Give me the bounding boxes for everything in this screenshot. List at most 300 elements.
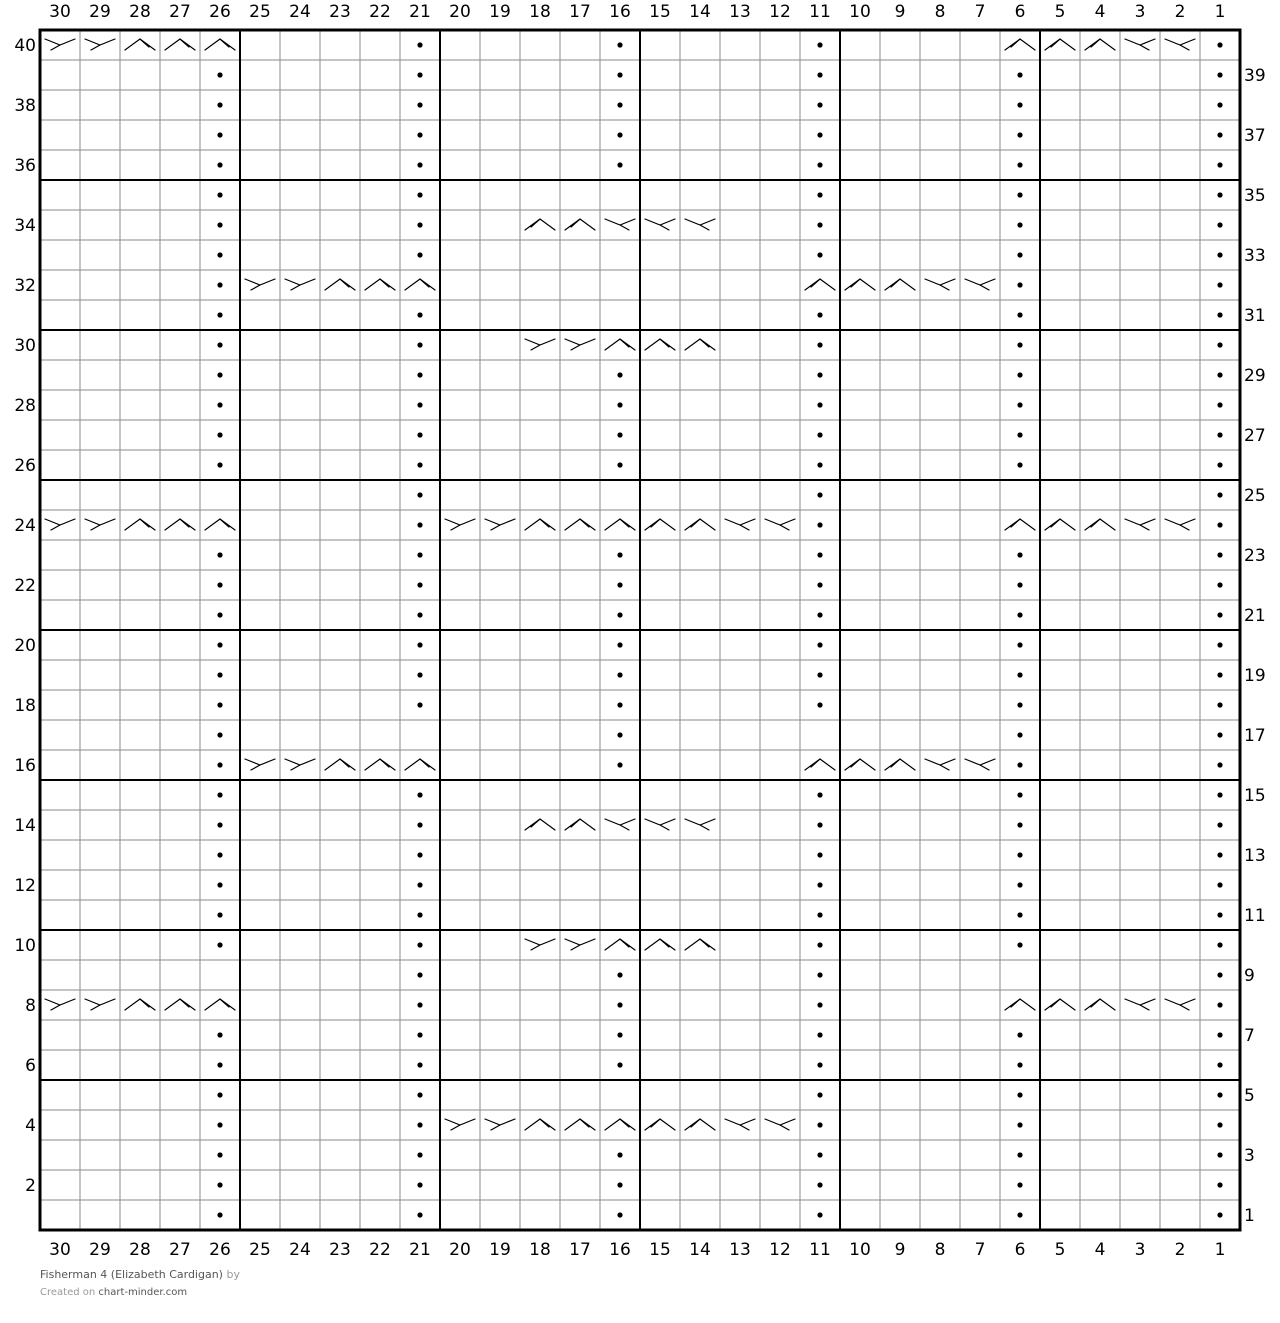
purl-dot-icon [217, 1062, 222, 1067]
column-number-top: 9 [894, 2, 906, 22]
cable-v-up-icon [845, 759, 875, 770]
purl-dot-icon [817, 222, 822, 227]
cable-left-icon [525, 339, 555, 350]
purl-dot-icon [1217, 192, 1222, 197]
purl-dot-icon [1017, 282, 1022, 287]
purl-dot-icon [217, 732, 222, 737]
cable-v-down-icon [765, 519, 795, 530]
purl-dot-icon [417, 912, 422, 917]
cable-v-down-icon [1165, 519, 1195, 530]
row-number-right: 5 [1244, 1086, 1255, 1106]
cable-left-icon [245, 759, 275, 770]
row-number-left: 40 [14, 36, 36, 56]
purl-dot-icon [417, 42, 422, 47]
purl-dot-icon [1017, 1032, 1022, 1037]
purl-dot-icon [617, 162, 622, 167]
purl-dot-icon [1017, 222, 1022, 227]
purl-dot-icon [617, 552, 622, 557]
purl-dot-icon [617, 132, 622, 137]
credit-prefix: Created on [40, 1287, 96, 1298]
purl-dot-icon [417, 852, 422, 857]
cable-v-down-icon [1125, 999, 1155, 1010]
column-number-bottom: 29 [89, 1240, 111, 1260]
cable-v-up-icon [525, 819, 555, 830]
purl-dot-icon [217, 252, 222, 257]
purl-dot-icon [217, 372, 222, 377]
purl-dot-icon [817, 1002, 822, 1007]
cable-right-icon [405, 759, 435, 770]
purl-dot-icon [217, 462, 222, 467]
purl-dot-icon [817, 1122, 822, 1127]
purl-dot-icon [217, 1092, 222, 1097]
purl-dot-icon [1017, 1182, 1022, 1187]
purl-dot-icon [617, 1032, 622, 1037]
purl-dot-icon [417, 162, 422, 167]
cable-v-down-icon [965, 279, 995, 290]
row-number-right: 39 [1244, 66, 1266, 86]
purl-dot-icon [217, 1122, 222, 1127]
purl-dot-icon [1017, 132, 1022, 137]
row-number-right: 15 [1244, 786, 1266, 806]
purl-dot-icon [817, 882, 822, 887]
column-number-bottom: 9 [894, 1240, 906, 1260]
purl-dot-icon [417, 1122, 422, 1127]
purl-dot-icon [417, 642, 422, 647]
purl-dot-icon [1017, 852, 1022, 857]
purl-dot-icon [817, 1092, 822, 1097]
purl-dot-icon [1217, 312, 1222, 317]
purl-dot-icon [417, 672, 422, 677]
purl-dot-icon [217, 312, 222, 317]
column-number-bottom: 2 [1174, 1240, 1186, 1260]
cable-left-icon [285, 759, 315, 770]
cable-right-icon [645, 939, 675, 950]
cable-left-icon [565, 339, 595, 350]
credit-site-link[interactable]: chart-minder.com [98, 1287, 188, 1298]
purl-dot-icon [1017, 342, 1022, 347]
purl-dot-icon [617, 762, 622, 767]
column-number-bottom: 13 [729, 1240, 751, 1260]
row-number-left: 16 [14, 756, 36, 776]
purl-dot-icon [1217, 222, 1222, 227]
cable-left-icon [45, 999, 75, 1010]
purl-dot-icon [817, 1062, 822, 1067]
cable-right-icon [165, 999, 195, 1010]
row-number-left: 34 [14, 216, 36, 236]
purl-dot-icon [417, 462, 422, 467]
column-number-bottom: 22 [369, 1240, 391, 1260]
purl-dot-icon [817, 1152, 822, 1157]
row-number-right: 23 [1244, 546, 1266, 566]
purl-dot-icon [817, 702, 822, 707]
purl-dot-icon [817, 492, 822, 497]
purl-dot-icon [617, 642, 622, 647]
purl-dot-icon [217, 432, 222, 437]
purl-dot-icon [217, 942, 222, 947]
purl-dot-icon [1217, 672, 1222, 677]
purl-dot-icon [1017, 72, 1022, 77]
cable-left-icon [565, 939, 595, 950]
purl-dot-icon [417, 972, 422, 977]
purl-dot-icon [817, 552, 822, 557]
column-number-bottom: 18 [529, 1240, 551, 1260]
cable-v-down-icon [685, 819, 715, 830]
purl-dot-icon [1017, 882, 1022, 887]
cable-right-icon [405, 279, 435, 290]
purl-dot-icon [417, 312, 422, 317]
purl-dot-icon [217, 132, 222, 137]
cable-v-up-icon [1085, 519, 1115, 530]
column-number-top: 24 [289, 2, 311, 22]
column-number-bottom: 23 [329, 1240, 351, 1260]
column-number-bottom: 10 [849, 1240, 871, 1260]
chart-title: Fisherman 4 (Elizabeth Cardigan) [40, 1268, 223, 1281]
purl-dot-icon [617, 402, 622, 407]
purl-dot-icon [1217, 132, 1222, 137]
purl-dot-icon [417, 612, 422, 617]
purl-dot-icon [1217, 612, 1222, 617]
cable-right-icon [605, 1119, 635, 1130]
row-number-left: 30 [14, 336, 36, 356]
cable-right-icon [365, 279, 395, 290]
row-number-right: 13 [1244, 846, 1266, 866]
purl-dot-icon [217, 342, 222, 347]
column-number-bottom: 11 [809, 1240, 831, 1260]
row-number-right: 3 [1244, 1146, 1255, 1166]
purl-dot-icon [817, 162, 822, 167]
purl-dot-icon [617, 702, 622, 707]
purl-dot-icon [1217, 1062, 1222, 1067]
purl-dot-icon [1217, 492, 1222, 497]
purl-dot-icon [217, 762, 222, 767]
purl-dot-icon [417, 582, 422, 587]
column-number-top: 2 [1174, 2, 1186, 22]
cable-v-down-icon [765, 1119, 795, 1130]
purl-dot-icon [817, 942, 822, 947]
cable-right-icon [165, 519, 195, 530]
purl-dot-icon [817, 1032, 822, 1037]
purl-dot-icon [1017, 162, 1022, 167]
purl-dot-icon [217, 822, 222, 827]
purl-dot-icon [1017, 792, 1022, 797]
cable-v-up-icon [845, 279, 875, 290]
cable-left-icon [85, 519, 115, 530]
purl-dot-icon [817, 342, 822, 347]
column-number-top: 27 [169, 2, 191, 22]
purl-dot-icon [817, 852, 822, 857]
column-number-top: 16 [609, 2, 631, 22]
purl-dot-icon [617, 42, 622, 47]
row-number-left: 8 [25, 996, 36, 1016]
cable-right-icon [565, 519, 595, 530]
purl-dot-icon [417, 1212, 422, 1217]
purl-dot-icon [1217, 552, 1222, 557]
purl-dot-icon [417, 492, 422, 497]
cable-v-up-icon [885, 279, 915, 290]
purl-dot-icon [1017, 552, 1022, 557]
row-number-right: 7 [1244, 1026, 1255, 1046]
purl-dot-icon [617, 1152, 622, 1157]
purl-dot-icon [617, 672, 622, 677]
purl-dot-icon [417, 222, 422, 227]
cable-v-up-icon [1045, 519, 1075, 530]
purl-dot-icon [417, 522, 422, 527]
purl-dot-icon [817, 792, 822, 797]
column-number-top: 29 [89, 2, 111, 22]
cable-v-up-icon [1085, 999, 1115, 1010]
purl-dot-icon [817, 672, 822, 677]
row-number-left: 26 [14, 456, 36, 476]
cable-right-icon [645, 339, 675, 350]
cable-right-icon [565, 1119, 595, 1130]
cable-right-icon [205, 39, 235, 50]
purl-dot-icon [1217, 462, 1222, 467]
column-number-top: 26 [209, 2, 231, 22]
purl-dot-icon [417, 882, 422, 887]
cable-v-up-icon [645, 1119, 675, 1130]
purl-dot-icon [617, 972, 622, 977]
column-number-top: 30 [49, 2, 71, 22]
column-number-bottom: 15 [649, 1240, 671, 1260]
cable-left-icon [245, 279, 275, 290]
column-number-top: 8 [934, 2, 946, 22]
purl-dot-icon [817, 582, 822, 587]
purl-dot-icon [1017, 912, 1022, 917]
purl-dot-icon [1217, 402, 1222, 407]
row-number-right: 29 [1244, 366, 1266, 386]
purl-dot-icon [1217, 912, 1222, 917]
purl-dot-icon [417, 1092, 422, 1097]
column-number-bottom: 25 [249, 1240, 271, 1260]
purl-dot-icon [617, 432, 622, 437]
purl-dot-icon [1217, 1092, 1222, 1097]
cable-left-icon [85, 39, 115, 50]
column-number-top: 5 [1054, 2, 1066, 22]
cable-right-icon [525, 1119, 555, 1130]
column-number-top: 25 [249, 2, 271, 22]
cable-v-up-icon [805, 759, 835, 770]
purl-dot-icon [1017, 312, 1022, 317]
purl-dot-icon [817, 42, 822, 47]
row-number-left: 18 [14, 696, 36, 716]
purl-dot-icon [817, 252, 822, 257]
cable-right-icon [205, 519, 235, 530]
cable-v-down-icon [645, 219, 675, 230]
purl-dot-icon [217, 882, 222, 887]
purl-dot-icon [1017, 672, 1022, 677]
purl-dot-icon [817, 642, 822, 647]
column-number-bottom: 27 [169, 1240, 191, 1260]
purl-dot-icon [617, 732, 622, 737]
purl-dot-icon [417, 1182, 422, 1187]
column-number-bottom: 17 [569, 1240, 591, 1260]
row-number-right: 33 [1244, 246, 1266, 266]
purl-dot-icon [1217, 252, 1222, 257]
cable-right-icon [125, 39, 155, 50]
purl-dot-icon [1217, 1002, 1222, 1007]
purl-dot-icon [417, 1152, 422, 1157]
purl-dot-icon [217, 222, 222, 227]
cable-left-icon [485, 519, 515, 530]
purl-dot-icon [417, 192, 422, 197]
purl-dot-icon [1217, 642, 1222, 647]
row-number-right: 21 [1244, 606, 1266, 626]
purl-dot-icon [417, 102, 422, 107]
column-number-top: 15 [649, 2, 671, 22]
purl-dot-icon [1017, 462, 1022, 467]
purl-dot-icon [417, 402, 422, 407]
purl-dot-icon [417, 372, 422, 377]
purl-dot-icon [417, 1002, 422, 1007]
purl-dot-icon [217, 282, 222, 287]
purl-dot-icon [1017, 1092, 1022, 1097]
cable-right-icon [605, 339, 635, 350]
cable-v-down-icon [645, 819, 675, 830]
purl-dot-icon [417, 552, 422, 557]
column-number-top: 17 [569, 2, 591, 22]
row-number-right: 19 [1244, 666, 1266, 686]
cable-left-icon [85, 999, 115, 1010]
cable-left-icon [285, 279, 315, 290]
cable-right-icon [365, 759, 395, 770]
purl-dot-icon [817, 1212, 822, 1217]
purl-dot-icon [1217, 372, 1222, 377]
purl-dot-icon [817, 192, 822, 197]
column-number-bottom: 21 [409, 1240, 431, 1260]
cable-v-up-icon [645, 519, 675, 530]
purl-dot-icon [817, 402, 822, 407]
purl-dot-icon [1017, 642, 1022, 647]
row-number-left: 36 [14, 156, 36, 176]
column-number-bottom: 20 [449, 1240, 471, 1260]
purl-dot-icon [617, 1212, 622, 1217]
purl-dot-icon [217, 402, 222, 407]
purl-dot-icon [617, 582, 622, 587]
purl-dot-icon [217, 1212, 222, 1217]
purl-dot-icon [817, 372, 822, 377]
cable-v-up-icon [525, 219, 555, 230]
cable-v-down-icon [685, 219, 715, 230]
row-number-left: 38 [14, 96, 36, 116]
purl-dot-icon [1217, 822, 1222, 827]
purl-dot-icon [1017, 252, 1022, 257]
purl-dot-icon [1217, 72, 1222, 77]
purl-dot-icon [1017, 1122, 1022, 1127]
purl-dot-icon [1217, 1122, 1222, 1127]
purl-dot-icon [417, 822, 422, 827]
purl-dot-icon [1017, 432, 1022, 437]
purl-dot-icon [1217, 942, 1222, 947]
row-number-right: 37 [1244, 126, 1266, 146]
purl-dot-icon [217, 552, 222, 557]
cable-v-down-icon [1125, 39, 1155, 50]
column-number-top: 19 [489, 2, 511, 22]
chart-credit-line [40, 1287, 187, 1298]
purl-dot-icon [217, 102, 222, 107]
row-number-right: 31 [1244, 306, 1266, 326]
purl-dot-icon [1217, 342, 1222, 347]
cable-v-up-icon [1005, 999, 1035, 1010]
cable-right-icon [165, 39, 195, 50]
purl-dot-icon [217, 162, 222, 167]
purl-dot-icon [1217, 972, 1222, 977]
cable-right-icon [685, 939, 715, 950]
row-number-left: 10 [14, 936, 36, 956]
purl-dot-icon [217, 792, 222, 797]
purl-dot-icon [417, 942, 422, 947]
purl-dot-icon [417, 132, 422, 137]
chart-title-line [40, 1268, 240, 1281]
purl-dot-icon [1017, 1062, 1022, 1067]
purl-dot-icon [417, 252, 422, 257]
purl-dot-icon [817, 72, 822, 77]
purl-dot-icon [417, 1062, 422, 1067]
purl-dot-icon [217, 1152, 222, 1157]
purl-dot-icon [1017, 192, 1022, 197]
cable-v-down-icon [725, 1119, 755, 1130]
row-number-left: 6 [25, 1056, 36, 1076]
purl-dot-icon [817, 132, 822, 137]
cable-left-icon [45, 39, 75, 50]
purl-dot-icon [1017, 1152, 1022, 1157]
column-number-top: 4 [1094, 2, 1106, 22]
column-number-top: 14 [689, 2, 711, 22]
purl-dot-icon [817, 822, 822, 827]
purl-dot-icon [1017, 612, 1022, 617]
column-number-bottom: 3 [1134, 1240, 1146, 1260]
row-number-left: 12 [14, 876, 36, 896]
column-number-bottom: 4 [1094, 1240, 1106, 1260]
purl-dot-icon [217, 672, 222, 677]
column-number-top: 28 [129, 2, 151, 22]
purl-dot-icon [617, 462, 622, 467]
purl-dot-icon [217, 912, 222, 917]
purl-dot-icon [617, 102, 622, 107]
cable-v-down-icon [1165, 39, 1195, 50]
cable-v-up-icon [1005, 519, 1035, 530]
purl-dot-icon [1017, 762, 1022, 767]
purl-dot-icon [417, 72, 422, 77]
purl-dot-icon [1217, 282, 1222, 287]
cable-v-up-icon [685, 519, 715, 530]
column-number-bottom: 12 [769, 1240, 791, 1260]
cable-v-up-icon [1085, 39, 1115, 50]
cable-v-up-icon [565, 219, 595, 230]
purl-dot-icon [217, 582, 222, 587]
cable-v-down-icon [925, 279, 955, 290]
purl-dot-icon [617, 1062, 622, 1067]
column-number-top: 20 [449, 2, 471, 22]
row-number-left: 2 [25, 1176, 36, 1196]
purl-dot-icon [1217, 1032, 1222, 1037]
column-number-top: 13 [729, 2, 751, 22]
column-number-top: 6 [1014, 2, 1026, 22]
column-number-bottom: 14 [689, 1240, 711, 1260]
cable-v-down-icon [1125, 519, 1155, 530]
column-number-top: 22 [369, 2, 391, 22]
row-number-right: 17 [1244, 726, 1266, 746]
column-number-top: 1 [1214, 2, 1226, 22]
column-number-bottom: 30 [49, 1240, 71, 1260]
column-number-bottom: 19 [489, 1240, 511, 1260]
purl-dot-icon [1217, 432, 1222, 437]
cable-v-up-icon [1045, 39, 1075, 50]
purl-dot-icon [1017, 372, 1022, 377]
row-number-left: 14 [14, 816, 36, 836]
chart-by-label: by [226, 1268, 240, 1281]
purl-dot-icon [417, 702, 422, 707]
column-number-top: 11 [809, 2, 831, 22]
